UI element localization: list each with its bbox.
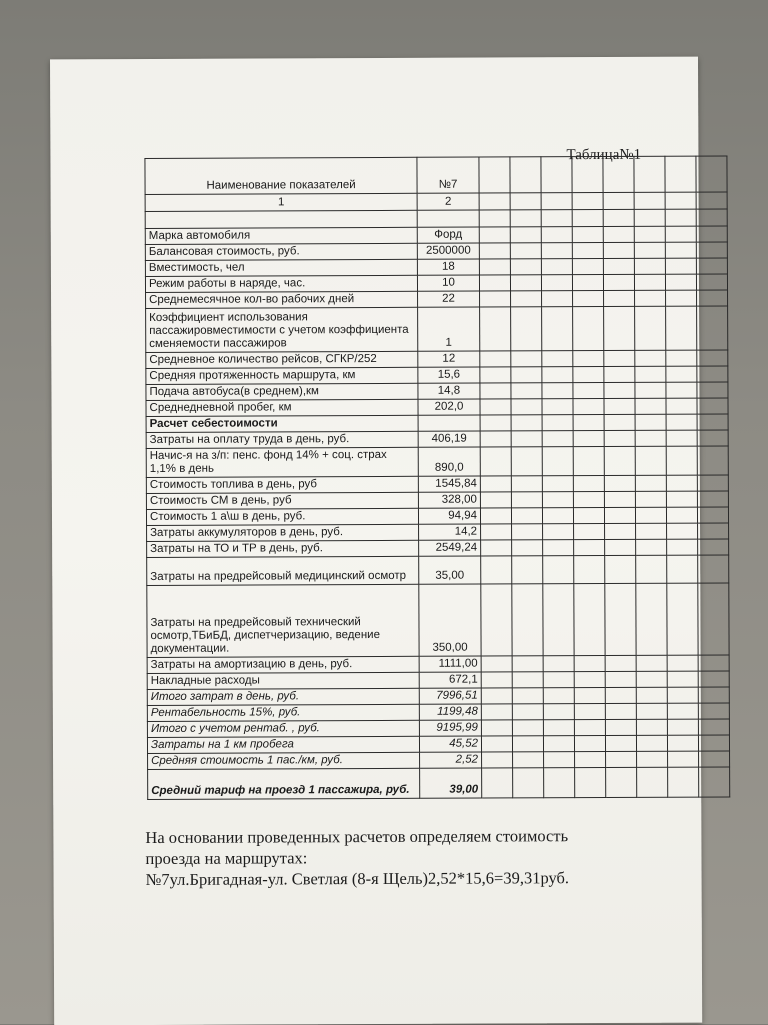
- empty-cell: [541, 227, 572, 243]
- empty-cell: [572, 275, 603, 291]
- empty-cell: [604, 475, 635, 491]
- row-label: Затраты на предрейсовый технический осмотр,ТБиБД, диспетчеризацию, ведение документации.: [147, 584, 419, 657]
- empty-cell: [634, 258, 665, 274]
- empty-cell: [542, 476, 573, 492]
- row-label: Среднемесячное кол-во рабочих дней: [146, 291, 418, 308]
- empty-cell: [697, 306, 728, 350]
- row-value: 1: [418, 307, 480, 351]
- empty-cell: [606, 767, 637, 797]
- empty-cell: [604, 398, 635, 414]
- empty-cell: [479, 227, 510, 243]
- empty-cell: [697, 398, 728, 414]
- empty-cell: [479, 275, 510, 291]
- empty-cell: [573, 491, 604, 507]
- empty-cell: [573, 475, 604, 491]
- row-label: Затраты на ТО и ТР в день, руб.: [147, 540, 419, 557]
- empty-cell: [572, 227, 603, 243]
- empty-cell: [541, 259, 572, 275]
- empty-cell: [698, 539, 729, 555]
- empty-cell: [698, 671, 729, 687]
- row-value: 35,00: [419, 556, 481, 584]
- empty-cell: [603, 226, 634, 242]
- empty-cell: [543, 524, 574, 540]
- empty-cell: [697, 491, 728, 507]
- empty-cell: [574, 735, 605, 751]
- empty-cell: [605, 655, 636, 671]
- empty-cell: [574, 671, 605, 687]
- empty-cell: [635, 398, 666, 414]
- empty-cell: [636, 539, 667, 555]
- empty-cell: [666, 398, 697, 414]
- empty-cell: [697, 350, 728, 366]
- empty-cell: [636, 583, 667, 655]
- row-label: Стоимость 1 а\ш в день, руб.: [146, 508, 418, 525]
- empty-cell: [668, 751, 699, 767]
- row-value: 45,52: [419, 736, 481, 752]
- empty-cell: [510, 275, 541, 291]
- empty-cell: [604, 382, 635, 398]
- empty-cell: [697, 507, 728, 523]
- row-value: 10: [417, 275, 479, 291]
- row-value: 2500000: [417, 243, 479, 259]
- empty-cell: [665, 242, 696, 258]
- empty-cell: [636, 671, 667, 687]
- empty-cell: [603, 242, 634, 258]
- empty-cell: [511, 492, 542, 508]
- empty-cell: [575, 751, 606, 767]
- row-label: Балансовая стоимость, руб.: [145, 243, 417, 260]
- empty-cell: [668, 767, 699, 797]
- cost-table: [144, 155, 730, 800]
- empty-cell: [511, 508, 542, 524]
- empty-cell: [541, 243, 572, 259]
- empty-cell: [666, 414, 697, 430]
- empty-cell: [605, 735, 636, 751]
- empty-cell: [635, 290, 666, 306]
- empty-cell: [573, 382, 604, 398]
- empty-cell: [481, 720, 512, 736]
- empty-cell: [574, 523, 605, 539]
- empty-cell: [574, 687, 605, 703]
- empty-cell: [511, 399, 542, 415]
- empty-cell: [696, 242, 727, 258]
- empty-cell: [511, 367, 542, 383]
- empty-cell: [574, 555, 605, 583]
- empty-cell: [635, 366, 666, 382]
- empty-cell: [604, 430, 635, 446]
- empty-cell: [482, 768, 513, 798]
- row-label: Средневное количество рейсов, СГКР/252: [146, 351, 418, 368]
- empty-cell: [513, 752, 544, 768]
- empty-cell: [604, 290, 635, 306]
- empty-cell: [543, 704, 574, 720]
- empty-cell: [512, 672, 543, 688]
- empty-cell: [635, 507, 666, 523]
- empty-cell: [667, 539, 698, 555]
- row-value: 7996,51: [419, 688, 481, 704]
- empty-cell: [480, 367, 511, 383]
- empty-cell: [636, 735, 667, 751]
- empty-cell: [667, 735, 698, 751]
- empty-cell: [667, 583, 698, 655]
- empty-cell: [635, 475, 666, 491]
- empty-cell: [666, 382, 697, 398]
- row-label: Расчет себестоимости: [146, 415, 418, 432]
- row-label: Затраты аккумуляторов в день, руб.: [147, 524, 419, 541]
- empty-cell: [667, 719, 698, 735]
- table-header-row: [145, 156, 727, 195]
- empty-cell: [636, 555, 667, 583]
- empty-cell: [479, 259, 510, 275]
- empty-cell: [605, 583, 636, 655]
- table-caption: Таблица№1: [566, 146, 642, 164]
- empty-cell: [667, 703, 698, 719]
- empty-cell: [574, 539, 605, 555]
- row-value: Форд: [417, 227, 479, 243]
- row-label: Итого с учетом рентаб. , руб.: [147, 720, 419, 737]
- empty-cell: [698, 555, 729, 583]
- empty-cell: [512, 540, 543, 556]
- row-label: Марка автомобиля: [145, 227, 417, 244]
- empty-cell: [481, 688, 512, 704]
- empty-cell: [635, 430, 666, 446]
- row-value: 12: [418, 351, 480, 367]
- empty-cell: [665, 274, 696, 290]
- empty-cell: [698, 655, 729, 671]
- empty-cell: [512, 524, 543, 540]
- row-value: 350,00: [419, 584, 481, 656]
- row-label: Вместимость, чел: [145, 259, 417, 276]
- empty-cell: [697, 430, 728, 446]
- empty-cell: [665, 226, 696, 242]
- empty-cell: [698, 735, 729, 751]
- empty-cell: [635, 446, 666, 475]
- header-indicators: Наименование показателей: [145, 157, 417, 194]
- empty-cell: [572, 259, 603, 275]
- empty-cell: [605, 671, 636, 687]
- empty-cell: [698, 687, 729, 703]
- empty-cell: [697, 414, 728, 430]
- empty-cell: [511, 447, 542, 476]
- empty-cell: [635, 306, 666, 350]
- conclusion-line-3: №7ул.Бригадная-ул. Светлая (8-я Щель)2,52*15,6=39,31руб.: [145, 868, 570, 890]
- empty-cell: [510, 243, 541, 259]
- row-value: 18: [417, 259, 479, 275]
- empty-cell: [573, 430, 604, 446]
- empty-cell: [635, 414, 666, 430]
- row-label: Затраты на 1 км пробега: [147, 736, 419, 753]
- row-value: 94,94: [418, 508, 480, 524]
- empty-cell: [697, 475, 728, 491]
- empty-cell: [481, 672, 512, 688]
- empty-cell: [696, 274, 727, 290]
- row-label: Среднедневной пробег, км: [146, 399, 418, 416]
- row-value: 1111,00: [419, 656, 481, 672]
- empty-cell: [666, 475, 697, 491]
- empty-cell: [636, 687, 667, 703]
- row-label: Подача автобуса(в среднем),км: [146, 383, 418, 400]
- conclusion-line-2: проезда на маршрутах:: [145, 848, 308, 869]
- empty-cell: [666, 430, 697, 446]
- empty-cell: [574, 583, 605, 655]
- empty-cell: [543, 540, 574, 556]
- empty-cell: [634, 242, 665, 258]
- empty-cell: [480, 508, 511, 524]
- empty-cell: [604, 350, 635, 366]
- empty-cell: [542, 431, 573, 447]
- empty-cell: [481, 540, 512, 556]
- row-value: [418, 415, 480, 431]
- paper-sheet: [50, 57, 702, 1025]
- empty-cell: [480, 476, 511, 492]
- row-value: 15,6: [418, 367, 480, 383]
- empty-cell: [636, 523, 667, 539]
- row-value: 14,2: [419, 524, 481, 540]
- empty-cell: [573, 414, 604, 430]
- empty-cell: [698, 703, 729, 719]
- empty-cell: [512, 656, 543, 672]
- empty-cell: [634, 226, 665, 242]
- empty-cell: [481, 656, 512, 672]
- row-value: 1199,48: [419, 704, 481, 720]
- empty-cell: [542, 508, 573, 524]
- empty-cell: [637, 751, 668, 767]
- empty-cell: [604, 446, 635, 475]
- empty-cell: [666, 290, 697, 306]
- empty-cell: [666, 446, 697, 475]
- empty-cell: [543, 584, 574, 656]
- empty-cell: [511, 415, 542, 431]
- empty-cell: [603, 258, 634, 274]
- empty-cell: [480, 447, 511, 476]
- conclusion-text: [145, 825, 685, 890]
- empty-cell: [698, 719, 729, 735]
- row-label: Средняя стоимость 1 пас./км, руб.: [148, 752, 420, 769]
- row-value: 14,8: [418, 383, 480, 399]
- empty-cell: [512, 688, 543, 704]
- empty-cell: [605, 703, 636, 719]
- empty-cell: [481, 584, 512, 656]
- empty-cell: [482, 752, 513, 768]
- empty-cell: [512, 584, 543, 656]
- row-label: Средний тариф на проезд 1 пассажира, руб.: [148, 768, 420, 799]
- empty-cell: [544, 752, 575, 768]
- empty-cell: [542, 492, 573, 508]
- empty-cell: [481, 736, 512, 752]
- empty-cell: [512, 556, 543, 584]
- empty-cell: [605, 523, 636, 539]
- empty-cell: [635, 350, 666, 366]
- empty-cell: [605, 687, 636, 703]
- empty-cell: [697, 290, 728, 306]
- empty-cell: [604, 491, 635, 507]
- empty-cell: [573, 446, 604, 475]
- empty-cell: [511, 307, 542, 351]
- row-label: Начис-я на з/п: пенс. фонд 14% + соц. страх 1,1% в день: [146, 447, 418, 477]
- empty-cell: [699, 767, 730, 797]
- empty-cell: [606, 751, 637, 767]
- empty-cell: [542, 367, 573, 383]
- row-label: Накладные расходы: [147, 672, 419, 689]
- row-label: Стоимость СМ в день, руб: [146, 492, 418, 509]
- empty-cell: [635, 382, 666, 398]
- row-value: 1545,84: [418, 476, 480, 492]
- empty-cell: [480, 431, 511, 447]
- table-body: [145, 226, 729, 800]
- empty-cell: [573, 507, 604, 523]
- empty-cell: [575, 767, 606, 797]
- empty-cell: [511, 383, 542, 399]
- empty-cell: [542, 351, 573, 367]
- empty-cell: [541, 275, 572, 291]
- row-label: Итого затрат в день, руб.: [147, 688, 419, 705]
- empty-cell: [543, 720, 574, 736]
- header-route: №7: [417, 157, 479, 193]
- empty-cell: [573, 351, 604, 367]
- empty-cell: [666, 491, 697, 507]
- header-num-2: 2: [417, 193, 479, 210]
- empty-cell: [543, 656, 574, 672]
- row-label: Затраты на оплату труда в день, руб.: [146, 431, 418, 448]
- empty-cell: [480, 415, 511, 431]
- empty-cell: [667, 555, 698, 583]
- empty-cell: [543, 688, 574, 704]
- row-value: 39,00: [420, 768, 482, 798]
- empty-cell: [697, 446, 728, 475]
- empty-cell: [667, 687, 698, 703]
- row-label: Режим работы в наряде, час.: [145, 275, 417, 292]
- empty-cell: [667, 671, 698, 687]
- row-value: 202,0: [418, 399, 480, 415]
- empty-cell: [696, 226, 727, 242]
- empty-cell: [697, 382, 728, 398]
- empty-cell: [696, 258, 727, 274]
- empty-cell: [605, 719, 636, 735]
- empty-cell: [480, 399, 511, 415]
- row-value: 2,52: [420, 752, 482, 768]
- row-value: 406,19: [418, 431, 480, 447]
- empty-cell: [603, 274, 634, 290]
- empty-cell: [542, 307, 573, 351]
- empty-cell: [512, 736, 543, 752]
- empty-cell: [698, 523, 729, 539]
- empty-cell: [480, 492, 511, 508]
- empty-cell: [636, 719, 667, 735]
- empty-cell: [481, 704, 512, 720]
- empty-cell: [573, 307, 604, 351]
- empty-cell: [636, 703, 667, 719]
- table-row: [146, 446, 728, 478]
- empty-cell: [480, 307, 511, 351]
- empty-cell: [699, 751, 730, 767]
- empty-cell: [572, 243, 603, 259]
- empty-cell: [480, 383, 511, 399]
- empty-cell: [635, 491, 666, 507]
- empty-cell: [666, 350, 697, 366]
- empty-cell: [636, 655, 667, 671]
- empty-cell: [542, 415, 573, 431]
- row-value: 328,00: [418, 492, 480, 508]
- empty-cell: [666, 507, 697, 523]
- empty-cell: [573, 291, 604, 307]
- empty-cell: [510, 227, 541, 243]
- empty-cell: [512, 704, 543, 720]
- empty-cell: [697, 366, 728, 382]
- header-num-1: 1: [145, 193, 417, 211]
- empty-cell: [574, 703, 605, 719]
- row-value: 2549,24: [419, 540, 481, 556]
- empty-cell: [574, 719, 605, 735]
- empty-cell: [604, 414, 635, 430]
- empty-cell: [542, 447, 573, 476]
- empty-cell: [542, 399, 573, 415]
- row-value: 9195,99: [419, 720, 481, 736]
- table-row: [148, 767, 730, 800]
- empty-cell: [543, 556, 574, 584]
- empty-cell: [512, 720, 543, 736]
- empty-cell: [479, 243, 510, 259]
- empty-cell: [573, 367, 604, 383]
- row-value: 672,1: [419, 672, 481, 688]
- empty-cell: [542, 291, 573, 307]
- empty-cell: [480, 291, 511, 307]
- empty-cell: [604, 366, 635, 382]
- empty-cell: [666, 366, 697, 382]
- row-label: Коэффициент использования пассажировместимости с учетом коэффициента сменяемости пассажиров: [146, 307, 418, 352]
- row-label: Средняя протяженность маршрута, км: [146, 367, 418, 384]
- row-label: Затраты на амортизацию в день, руб.: [147, 656, 419, 673]
- empty-cell: [634, 274, 665, 290]
- empty-cell: [481, 524, 512, 540]
- table-row: [147, 555, 729, 586]
- empty-cell: [666, 306, 697, 350]
- empty-cell: [698, 583, 729, 655]
- empty-cell: [480, 351, 511, 367]
- table-row: [146, 306, 728, 353]
- row-value: 22: [418, 291, 480, 307]
- row-label: Затраты на предрейсовый медицинский осмотр: [147, 556, 419, 585]
- empty-cell: [511, 476, 542, 492]
- empty-cell: [604, 306, 635, 350]
- empty-cell: [544, 768, 575, 798]
- empty-cell: [605, 539, 636, 555]
- row-label: Рентабельность 15%, руб.: [147, 704, 419, 721]
- empty-cell: [667, 523, 698, 539]
- empty-cell: [667, 655, 698, 671]
- empty-cell: [542, 383, 573, 399]
- empty-cell: [543, 672, 574, 688]
- empty-cell: [665, 258, 696, 274]
- empty-cell: [605, 555, 636, 583]
- table-row: [147, 583, 729, 658]
- empty-cell: [510, 259, 541, 275]
- empty-cell: [543, 736, 574, 752]
- row-label: Стоимость топлива в день, руб: [146, 476, 418, 493]
- conclusion-line-1: На основании проведенных расчетов определяем стоимость: [145, 826, 569, 848]
- empty-cell: [481, 556, 512, 584]
- empty-cell: [513, 768, 544, 798]
- empty-cell: [511, 291, 542, 307]
- empty-cell: [511, 431, 542, 447]
- empty-cell: [573, 398, 604, 414]
- empty-cell: [637, 767, 668, 797]
- empty-cell: [574, 655, 605, 671]
- empty-cell: [604, 507, 635, 523]
- row-value: 890,0: [418, 447, 480, 476]
- empty-cell: [511, 351, 542, 367]
